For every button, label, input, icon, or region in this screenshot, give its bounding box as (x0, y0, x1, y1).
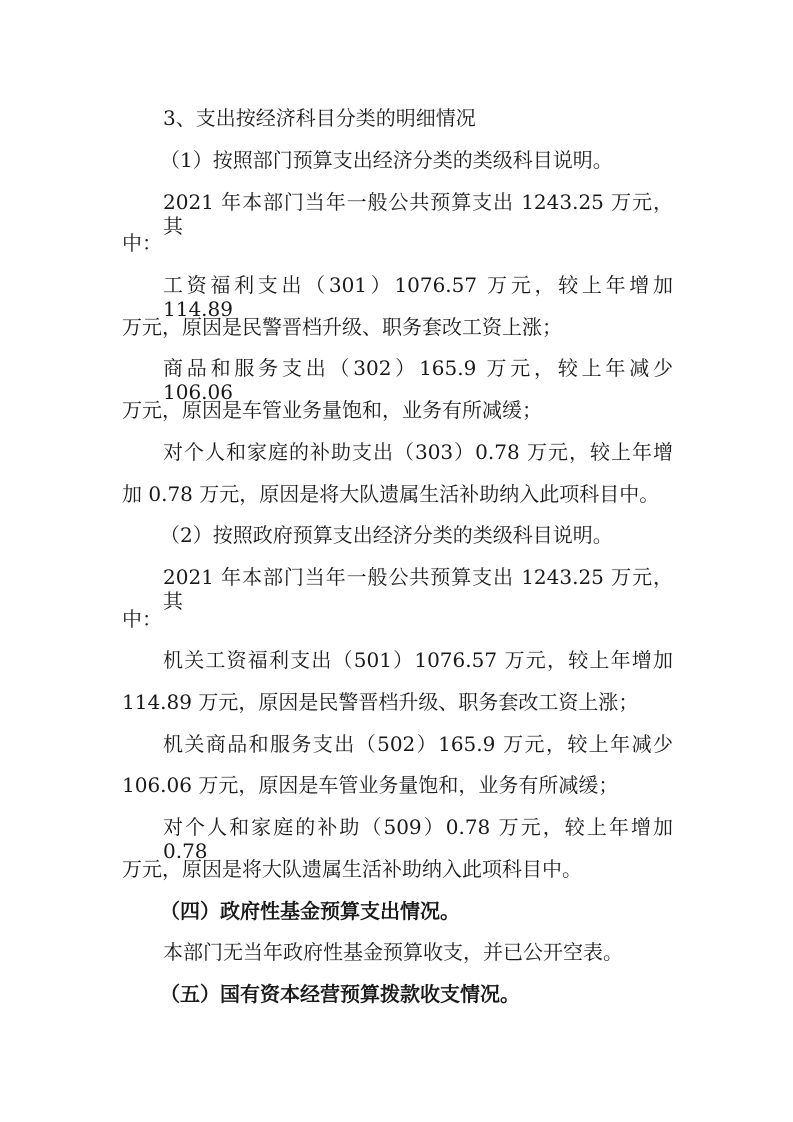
paragraph-line: 中： (122, 607, 162, 631)
paragraph-line: 对个人和家庭的补助支出（303）0.78 万元，较上年增 (163, 440, 673, 464)
paragraph-line: 万元，原因是车管业务量饱和，业务有所减缓； (122, 398, 542, 422)
paragraph-line: 114.89 万元，原因是民警晋档升级、职务套改工资上涨； (122, 690, 639, 714)
subsection-heading: （1）按照部门预算支出经济分类的类级科目说明。 (160, 148, 613, 172)
paragraph-line: 万元，原因是民警晋档升级、职务套改工资上涨； (122, 315, 562, 339)
paragraph-line: 商品和服务支出（302）165.9 万元，较上年减少 106.06 (163, 356, 673, 404)
subsection-heading: （2）按照政府预算支出经济分类的类级科目说明。 (160, 523, 613, 547)
section-heading-bold: （四）政府性基金预算支出情况。 (160, 899, 460, 923)
section-heading: 3、支出按经济科目分类的明细情况 (163, 106, 476, 130)
paragraph-line: 对个人和家庭的补助（509）0.78 万元，较上年增加 0.78 (163, 815, 673, 863)
paragraph-line: 中： (122, 231, 162, 255)
paragraph-line: 2021 年本部门当年一般公共预算支出 1243.25 万元，其 (163, 565, 673, 613)
section-heading-bold: （五）国有资本经营预算拨款收支情况。 (160, 982, 520, 1006)
paragraph-line: 加 0.78 万元，原因是将大队遗属生活补助纳入此项科目中。 (122, 482, 660, 506)
paragraph-line: 工资福利支出（301）1076.57 万元，较上年增加 114.89 (163, 273, 673, 321)
paragraph-line: 2021 年本部门当年一般公共预算支出 1243.25 万元，其 (163, 190, 673, 238)
paragraph-line: 机关工资福利支出（501）1076.57 万元，较上年增加 (163, 648, 673, 672)
paragraph-line: 万元，原因是将大队遗属生活补助纳入此项科目中。 (122, 857, 582, 881)
paragraph-line: 本部门无当年政府性基金预算收支，并已公开空表。 (163, 940, 623, 964)
paragraph-line: 106.06 万元，原因是车管业务量饱和，业务有所减缓； (122, 773, 619, 797)
paragraph-line: 机关商品和服务支出（502）165.9 万元，较上年减少 (163, 732, 673, 756)
